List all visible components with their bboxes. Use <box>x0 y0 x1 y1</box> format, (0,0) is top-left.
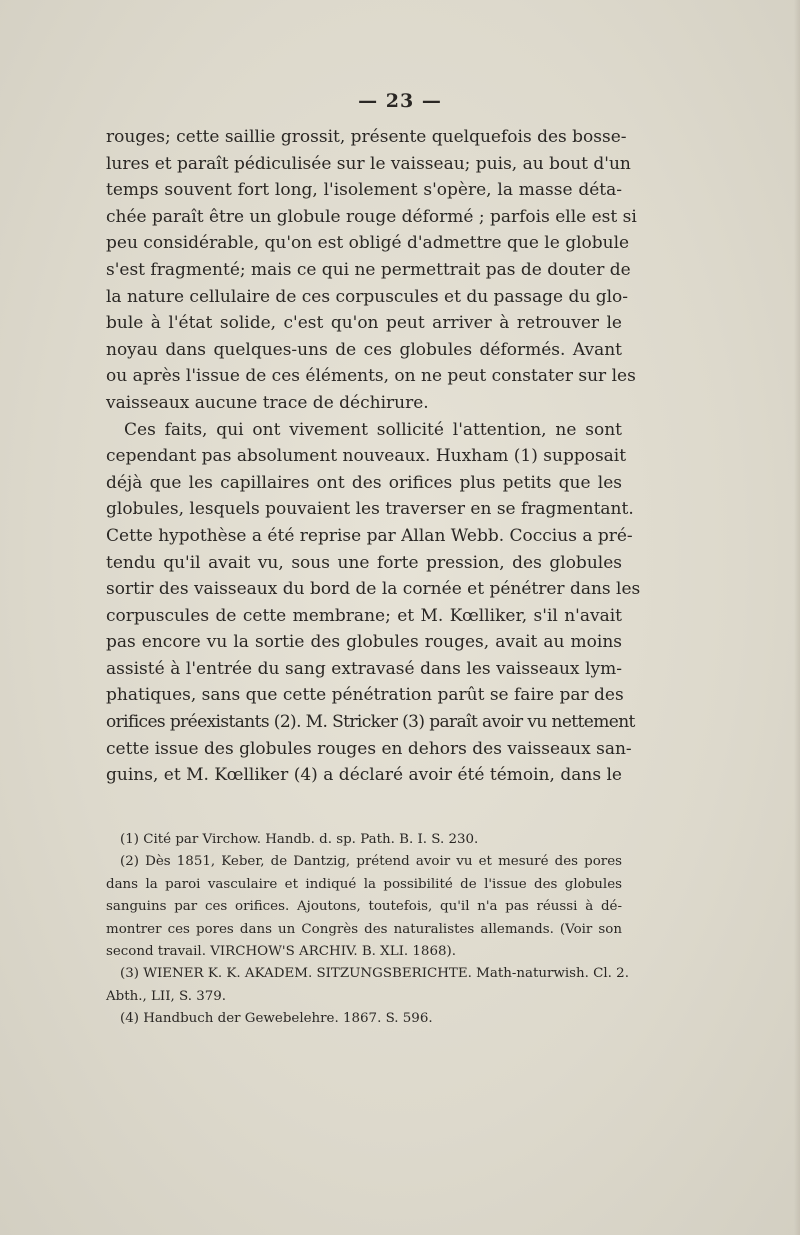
footnote-line: montrer ces pores dans un Congrès des naturalistes allemands. (Voir son <box>106 921 622 937</box>
body-line: guins, et M. Kœlliker (4) a déclaré avoir été témoin, dans le <box>106 765 622 786</box>
body-line: sortir des vaisseaux du bord de la cornée et pénétrer dans les <box>106 579 641 600</box>
body-line: phatiques, sans que cette pénétration parût se faire par des <box>106 685 624 706</box>
body-line: cependant pas absolument nouveaux. Huxham (1) supposait <box>106 446 627 467</box>
page-edge-shadow <box>794 0 800 1235</box>
body-line: s'est fragmenté; mais ce qui ne permettrait pas de douter de <box>106 259 631 280</box>
body-line: corpuscules de cette membrane; et M. Kœlliker, s'il n'avait <box>106 605 622 626</box>
body-line: pas encore vu la sortie des globules rouges, avait au moins <box>106 632 622 653</box>
footnote-line: Abth., LII, S. 379. <box>106 988 227 1004</box>
body-line: tendu qu'il avait vu, sous une forte pression, des globules <box>106 552 622 573</box>
body-line: globules, lesquels pouvaient les traverser en se fragmentant. <box>106 499 634 520</box>
body-line: Ces faits, qui ont vivement sollicité l'attention, ne sont <box>124 419 622 440</box>
footnote-line: second travail. VIRCHOW'S ARCHIV. B. XLI. 1868). <box>106 943 456 959</box>
body-line: déjà que les capillaires ont des orifices plus petits que les <box>106 472 622 493</box>
footnote-line: (4) Handbuch der Gewebelehre. 1867. S. 596. <box>120 1011 433 1027</box>
body-line: la nature cellulaire de ces corpuscules et du passage du glo- <box>106 286 629 307</box>
page-number: — 23 — <box>358 90 442 112</box>
body-line: assisté à l'entrée du sang extravasé dans les vaisseaux lym- <box>106 658 622 679</box>
body-line: noyau dans quelques-uns de ces globules déformés. Avant <box>106 339 622 360</box>
body-line: chée paraît être un globule rouge déformé ; parfois elle est si <box>106 206 637 227</box>
body-line: peu considérable, qu'on est obligé d'admettre que le globule <box>106 233 630 254</box>
body-line: Cette hypothèse a été reprise par Allan Webb. Coccius a pré- <box>106 525 633 546</box>
body-line: lures et paraît pédiculisée sur le vaisseau; puis, au bout d'un <box>106 153 631 174</box>
footnote-line: (2) Dès 1851, Keber, de Dantzig, prétend avoir vu et mesuré des pores <box>120 854 622 870</box>
body-line: bule à l'état solide, c'est qu'on peut arriver à retrouver le <box>106 313 622 334</box>
footnote-line: sanguins par ces orifices. Ajoutons, toutefois, qu'il n'a pas réussi à dé- <box>106 899 622 915</box>
body-line: temps souvent fort long, l'isolement s'opère, la masse déta- <box>106 180 622 201</box>
footnote-line: (3) WIENER K. K. AKADEM. SITZUNGSBERICHTE. Math-naturwish. Cl. 2. <box>120 966 629 982</box>
body-line: cette issue des globules rouges en dehors des vaisseaux san- <box>106 738 632 759</box>
footnote-line: (1) Cité par Virchow. Handb. d. sp. Path. B. I. S. 230. <box>120 832 479 847</box>
footnotes <box>106 829 629 1031</box>
footnote-line: dans la paroi vasculaire et indiqué la possibilité de l'issue des globules <box>106 876 622 892</box>
body-line: rouges; cette saillie grossit, présente quelquefois des bosse- <box>106 127 627 147</box>
body-line: orifices préexistants (2). M. Stricker (3) paraît avoir vu nettement <box>106 712 635 733</box>
body-line: vaisseaux aucune trace de déchirure. <box>106 392 429 413</box>
body-text <box>106 124 641 789</box>
body-line: ou après l'issue de ces éléments, on ne peut constater sur les <box>106 366 636 387</box>
